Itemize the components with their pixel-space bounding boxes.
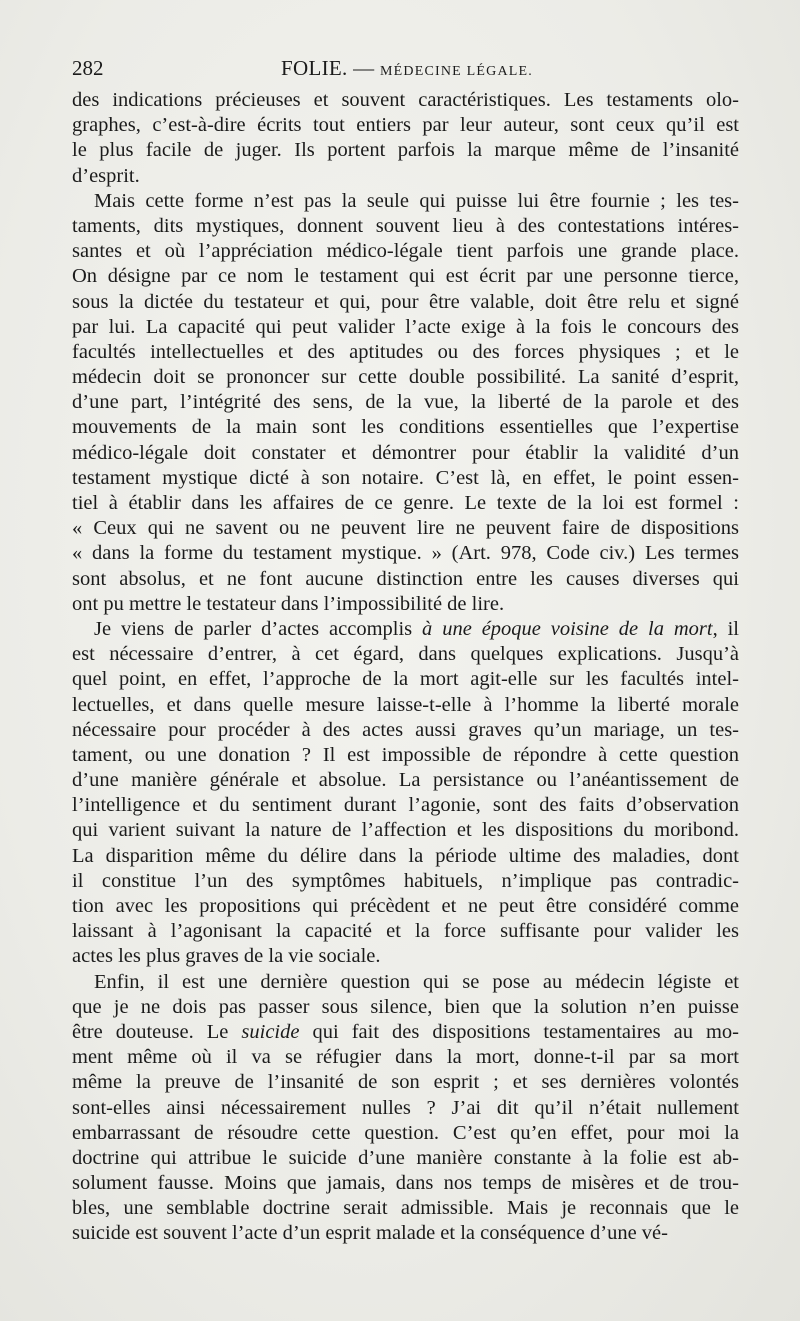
text-line xyxy=(72,516,739,541)
text-line xyxy=(72,793,739,818)
running-title-sub: MÉDECINE LÉGALE. xyxy=(380,64,533,79)
text-line xyxy=(72,189,739,214)
line-text-continued: , il xyxy=(712,617,739,640)
line-text: solument fausse. Moins que jamais, dans nos temps de misères et de trou- xyxy=(72,1172,739,1195)
line-text: embarrassant de résoudre cette question. C’est qu’en effet, pour moi la xyxy=(72,1121,739,1144)
italic-phrase: à une époque voisine de la mort xyxy=(422,617,713,640)
text-line xyxy=(72,441,739,466)
text-line xyxy=(72,919,739,944)
line-text: quel point, en effet, l’approche de la mort agit-elle sur les facultés intel- xyxy=(72,668,739,691)
text-line xyxy=(72,415,739,440)
text-line xyxy=(72,340,739,365)
text-line xyxy=(72,1070,739,1095)
page-header xyxy=(72,56,742,86)
line-text: testament mystique dicté à son notaire. C’est là, en effet, le point essen- xyxy=(72,466,739,489)
text-line xyxy=(72,138,739,163)
text-line xyxy=(72,214,739,239)
text-line xyxy=(72,290,739,315)
line-text: actes les plus graves de la vie sociale. xyxy=(72,945,381,968)
line-text: On désigne par ce nom le testament qui est écrit par une personne tierce, xyxy=(72,265,739,288)
text-line xyxy=(72,1121,739,1146)
text-line xyxy=(72,743,739,768)
italic-phrase: suicide xyxy=(241,1020,300,1043)
line-text: médico-légale doit constater et démontrer pour établir la validité d’un xyxy=(72,441,739,464)
line-text: que je ne dois pas passer sous silence, bien que la solution n’en puisse xyxy=(72,995,739,1018)
line-text: Enfin, il est une dernière question qui se pose au médecin légiste et xyxy=(94,970,739,993)
line-text: tiel à établir dans les affaires de ce genre. Le texte de la loi est formel : xyxy=(72,492,739,514)
line-text: mouvements de la main sont les conditions essentielles que l’expertise xyxy=(72,416,739,439)
line-text: nécessaire pour procéder à des actes aussi graves qu’un mariage, un tes- xyxy=(72,718,739,741)
line-text: tament, ou une donation ? Il est impossible de répondre à cette question xyxy=(72,743,739,766)
running-title-main: FOLIE. — xyxy=(281,56,380,80)
text-line xyxy=(72,541,739,566)
text-line xyxy=(72,844,739,869)
text-line xyxy=(72,1171,739,1196)
text-line xyxy=(72,970,739,995)
line-text: Mais cette forme n’est pas la seule qui puisse lui être fournie ; les tes- xyxy=(94,189,739,212)
line-text: sont absolus, et ne font aucune distinction entre les causes diverses qui xyxy=(72,567,739,590)
text-line xyxy=(72,1045,739,1070)
line-text: La disparition même du délire dans la période ultime des maladies, dont xyxy=(72,844,739,867)
line-text: sous la dictée du testateur et qui, pour être valable, doit être relu et signé xyxy=(72,290,739,313)
text-line xyxy=(72,944,739,969)
text-line xyxy=(72,617,739,642)
line-text: être douteuse. Le xyxy=(72,1020,242,1043)
line-text: le plus facile de juger. Ils portent parfois la marque même de l’insanité xyxy=(72,139,739,162)
text-line xyxy=(72,1020,739,1045)
line-text: lectuelles, et dans quelle mesure laisse-t-elle à l’homme la liberté morale xyxy=(72,693,739,716)
text-line xyxy=(72,365,739,390)
text-line xyxy=(72,491,739,516)
text-line xyxy=(72,264,739,289)
line-text: graphes, c’est-à-dire écrits tout entiers par leur auteur, sont ceux qu’il est xyxy=(72,114,739,137)
text-line xyxy=(72,466,739,491)
line-text: par lui. La capacité qui peut valider l’acte exige à la fois le concours des xyxy=(72,315,739,338)
line-text: des indications précieuses et souvent caractéristiques. Les testaments olo- xyxy=(72,89,739,111)
line-text: est nécessaire d’entrer, à cet égard, dans quelques explications. Jusqu’à xyxy=(72,643,739,666)
line-text: taments, dits mystiques, donnent souvent lieu à des contestations intéres- xyxy=(72,214,739,237)
text-line xyxy=(72,869,739,894)
line-text: il constitue l’un des symptômes habituels, n’implique pas contradic- xyxy=(72,869,739,892)
text-line xyxy=(72,667,739,692)
text-line xyxy=(72,1096,739,1121)
text-line xyxy=(72,642,739,667)
line-text: tion avec les propositions qui précèdent et ne peut être considéré comme xyxy=(72,895,739,917)
text-line xyxy=(72,1221,739,1246)
text-line xyxy=(72,592,739,617)
text-line xyxy=(72,315,739,340)
line-text: ment même où il va se réfugier dans la mort, donne-t-il par sa mort xyxy=(72,1046,739,1069)
line-text: d’une part, l’intégrité des sens, de la vue, la liberté de la parole et des xyxy=(72,391,739,414)
text-line xyxy=(72,995,739,1020)
line-text: doctrine qui attribue le suicide d’une manière constante à la folie est ab- xyxy=(72,1146,739,1169)
line-text: sont-elles ainsi nécessairement nulles ? J’ai dit qu’il n’était nullement xyxy=(72,1096,739,1119)
text-line xyxy=(72,164,739,189)
text-line xyxy=(72,239,739,264)
body-text xyxy=(72,88,739,1247)
text-line xyxy=(72,1146,739,1171)
line-text: « dans la forme du testament mystique. » (Art. 978, Code civ.) Les termes xyxy=(72,542,739,565)
line-text: Je viens de parler d’actes accomplis xyxy=(94,617,423,640)
line-text: suicide est souvent l’acte d’un esprit malade et la conséquence d’une vé- xyxy=(72,1222,668,1245)
text-line xyxy=(72,894,739,919)
text-line xyxy=(72,768,739,793)
line-text: qui varient suivant la nature de l’affection et les dispositions du moribond. xyxy=(72,819,739,842)
text-line xyxy=(72,693,739,718)
text-line xyxy=(72,567,739,592)
line-text: d’une manière générale et absolue. La persistance ou l’anéantissement de xyxy=(72,769,739,792)
text-line xyxy=(72,818,739,843)
line-text: facultés intellectuelles et des aptitudes ou des forces physiques ; et le xyxy=(72,340,739,363)
line-text: même la preuve de l’insanité de son esprit ; et ses dernières volontés xyxy=(72,1071,739,1094)
line-text-continued: qui fait des dispositions testamentaires au mo- xyxy=(299,1020,739,1043)
line-text: d’esprit. xyxy=(72,164,140,187)
running-title xyxy=(72,56,742,81)
text-line xyxy=(72,113,739,138)
text-line xyxy=(72,1196,739,1221)
page-number: 282 xyxy=(72,56,104,80)
line-text: ont pu mettre le testateur dans l’impossibilité de lire. xyxy=(72,592,505,615)
text-line xyxy=(72,718,739,743)
line-text: laissant à l’agonisant la capacité et la force suffisante pour valider les xyxy=(72,920,739,943)
text-line xyxy=(72,88,739,113)
line-text: santes et où l’appréciation médico-légale tient parfois une grande place. xyxy=(72,240,739,263)
line-text: médecin doit se prononcer sur cette double possibilité. La sanité d’esprit, xyxy=(72,366,739,389)
line-text: bles, une semblable doctrine serait admissible. Mais je reconnais que le xyxy=(72,1197,739,1220)
line-text: « Ceux qui ne savent ou ne peuvent lire ne peuvent faire de dispositions xyxy=(72,517,739,540)
line-text: l’intelligence et du sentiment durant l’agonie, sont des faits d’observation xyxy=(72,794,739,817)
text-line xyxy=(72,390,739,415)
